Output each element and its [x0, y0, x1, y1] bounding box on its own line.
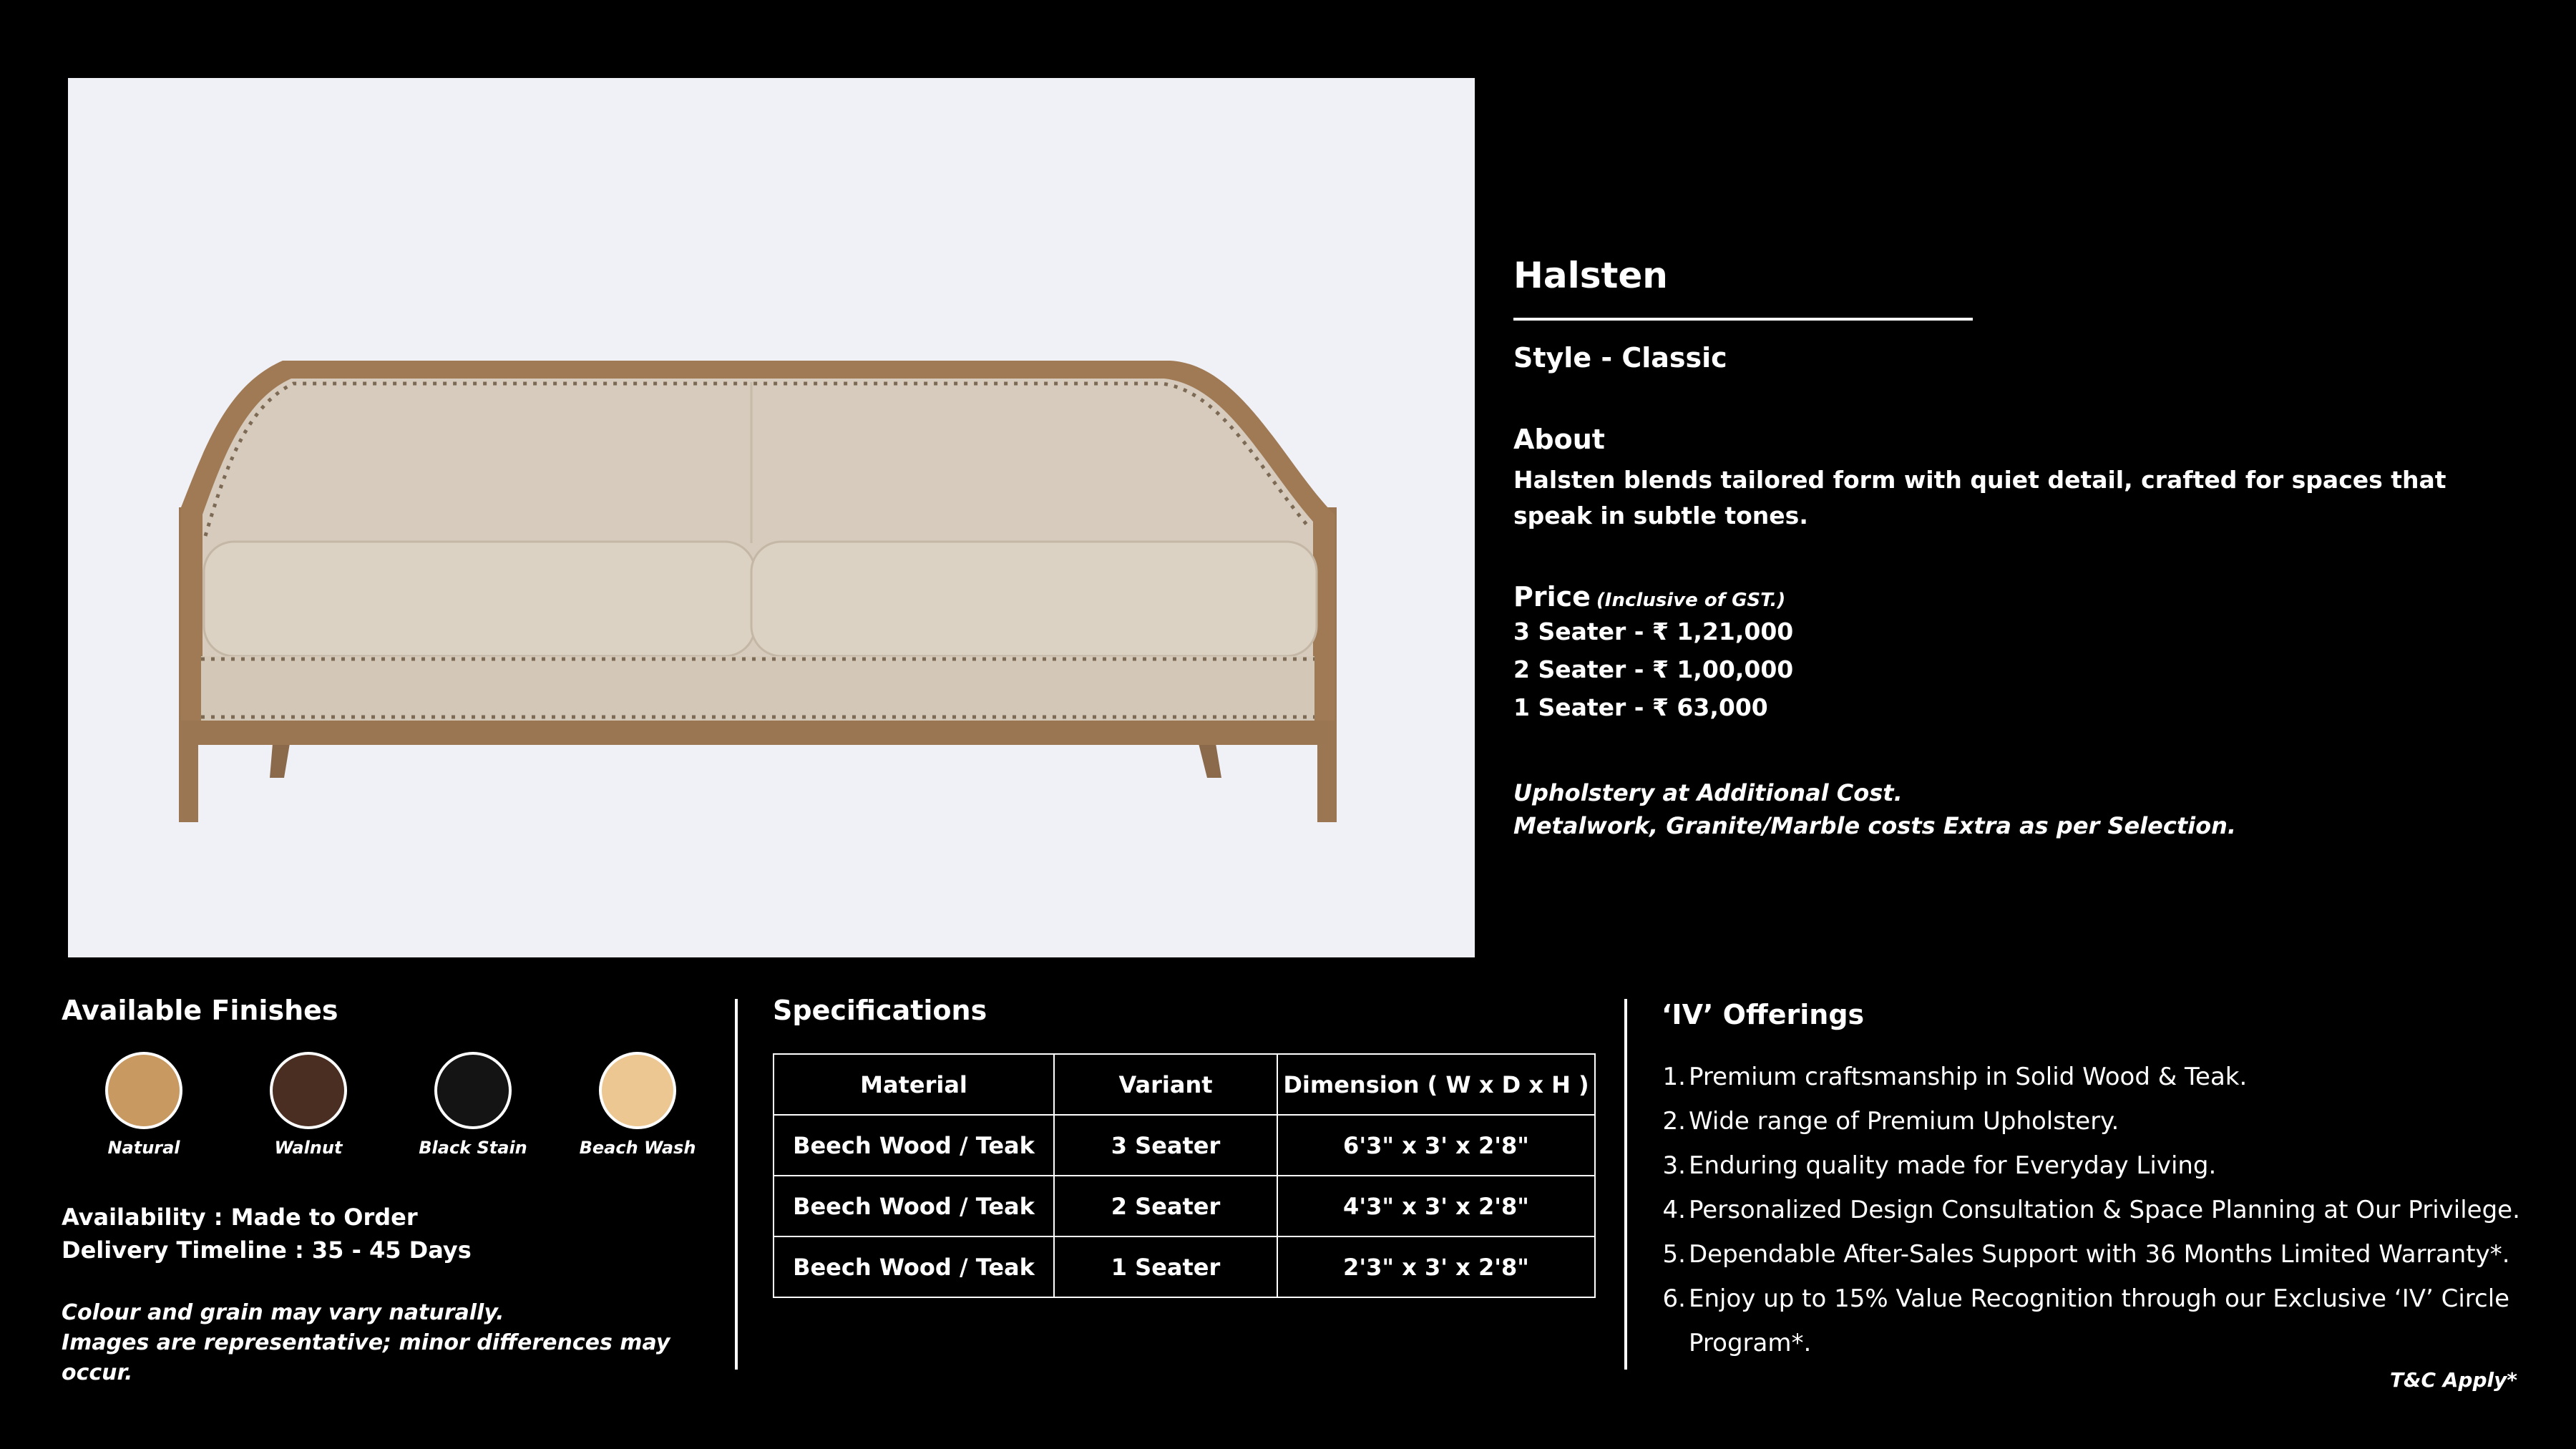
- swatch-label: Natural: [107, 1138, 180, 1158]
- disclaimer: [62, 1298, 727, 1388]
- offerings-section: [1662, 993, 2549, 1365]
- list-item: [1662, 1232, 2549, 1277]
- list-text: Enduring quality made for Everyday Living.: [1689, 1151, 2217, 1180]
- list-item: [1662, 1188, 2549, 1232]
- terms-note: T&C Apply*: [2389, 1368, 2517, 1392]
- offerings-heading: ‘IV’ Offerings: [1662, 999, 1865, 1030]
- finishes-section: [62, 989, 727, 1388]
- swatch-label: Walnut: [274, 1138, 343, 1158]
- list-number: 6.: [1662, 1284, 1686, 1313]
- cost-note: Upholstery at Additional Cost.: [1513, 779, 1903, 806]
- table-cell: Beech Wood / Teak: [774, 1236, 1054, 1297]
- swatch-color: [599, 1052, 676, 1129]
- list-text: Enjoy up to 15% Value Recognition through our Exclusive ‘IV’ Circle Program*.: [1689, 1284, 2510, 1357]
- list-number: 3.: [1662, 1151, 1686, 1180]
- list-number: 1.: [1662, 1063, 1686, 1091]
- list-item: [1662, 1099, 2549, 1143]
- list-item: [1662, 1143, 2549, 1188]
- section-divider: [735, 999, 738, 1370]
- disclaimer-line: Images are representative; minor differences may occur.: [62, 1330, 670, 1385]
- product-title: Halsten: [1513, 255, 1668, 296]
- finishes-heading: Available Finishes: [62, 995, 338, 1026]
- sofa-image: [68, 78, 1475, 957]
- availability-status: Availability : Made to Order: [62, 1204, 418, 1231]
- list-number: 2.: [1662, 1107, 1686, 1136]
- swatch-label: Beach Wash: [579, 1138, 696, 1158]
- table-cell: 4'3" x 3' x 2'8": [1277, 1176, 1595, 1236]
- about-text: Halsten blends tailored form with quiet detail, crafted for spaces that speak in subtle tones.: [1513, 466, 2446, 530]
- swatch-color: [105, 1052, 182, 1129]
- table-row: [774, 1176, 1595, 1236]
- list-text: Premium craftsmanship in Solid Wood & Teak.: [1689, 1063, 2248, 1091]
- table-cell: Beech Wood / Teak: [774, 1115, 1054, 1176]
- availability: [62, 1201, 727, 1267]
- list-number: 4.: [1662, 1196, 1686, 1224]
- table-cell: 1 Seater: [1054, 1236, 1277, 1297]
- specifications-table: [773, 1053, 1596, 1298]
- cost-note: Metalwork, Granite/Marble costs Extra as per Selection.: [1513, 812, 2237, 839]
- price-1-seater: 1 Seater - ₹ 63,000: [1513, 693, 1768, 721]
- specifications-section: [773, 989, 1596, 1298]
- swatch-color: [270, 1052, 347, 1129]
- table-cell: 2'3" x 3' x 2'8": [1277, 1236, 1595, 1297]
- product-info: [1513, 250, 2515, 842]
- swatch-natural[interactable]: [62, 1052, 226, 1158]
- disclaimer-line: Colour and grain may vary naturally.: [62, 1300, 504, 1325]
- table-header-row: [774, 1054, 1595, 1115]
- price-label: Price: [1513, 581, 1591, 613]
- section-divider: [1624, 999, 1627, 1370]
- list-number: 5.: [1662, 1240, 1686, 1269]
- price-note: (Inclusive of GST.): [1596, 590, 1786, 611]
- table-cell: 3 Seater: [1054, 1115, 1277, 1176]
- product-style: Style - Classic: [1513, 342, 1727, 374]
- list-text: Personalized Design Consultation & Space Planning at Our Privilege.: [1689, 1196, 2520, 1224]
- table-row: [774, 1236, 1595, 1297]
- swatch-beach-wash[interactable]: [555, 1052, 720, 1158]
- price-2-seater: 2 Seater - ₹ 1,00,000: [1513, 655, 1794, 683]
- list-text: Dependable After-Sales Support with 36 Months Limited Warranty*.: [1689, 1240, 2510, 1269]
- list-item: [1662, 1277, 2549, 1365]
- delivery-timeline: Delivery Timeline : 35 - 45 Days: [62, 1236, 472, 1264]
- swatch-label: Black Stain: [419, 1138, 527, 1158]
- list-text: Wide range of Premium Upholstery.: [1689, 1107, 2119, 1136]
- specifications-heading: Specifications: [773, 995, 987, 1026]
- table-row: [774, 1115, 1595, 1176]
- column-header: Variant: [1054, 1054, 1277, 1115]
- finish-swatches: [62, 1052, 727, 1158]
- column-header: Dimension ( W x D x H ): [1277, 1054, 1595, 1115]
- table-cell: 6'3" x 3' x 2'8": [1277, 1115, 1595, 1176]
- cost-notes: [1513, 776, 2515, 842]
- table-cell: 2 Seater: [1054, 1176, 1277, 1236]
- price-heading: [1513, 581, 2515, 613]
- column-header: Material: [774, 1054, 1054, 1115]
- swatch-black-stain[interactable]: [391, 1052, 555, 1158]
- price-3-seater: 3 Seater - ₹ 1,21,000: [1513, 618, 1794, 645]
- offerings-list: [1662, 1055, 2549, 1365]
- table-cell: Beech Wood / Teak: [774, 1176, 1054, 1236]
- swatch-walnut[interactable]: [226, 1052, 391, 1158]
- swatch-color: [434, 1052, 512, 1129]
- list-item: [1662, 1055, 2549, 1099]
- about-heading: About: [1513, 424, 1605, 455]
- product-photo: [68, 78, 1475, 957]
- title-divider: [1513, 318, 1973, 321]
